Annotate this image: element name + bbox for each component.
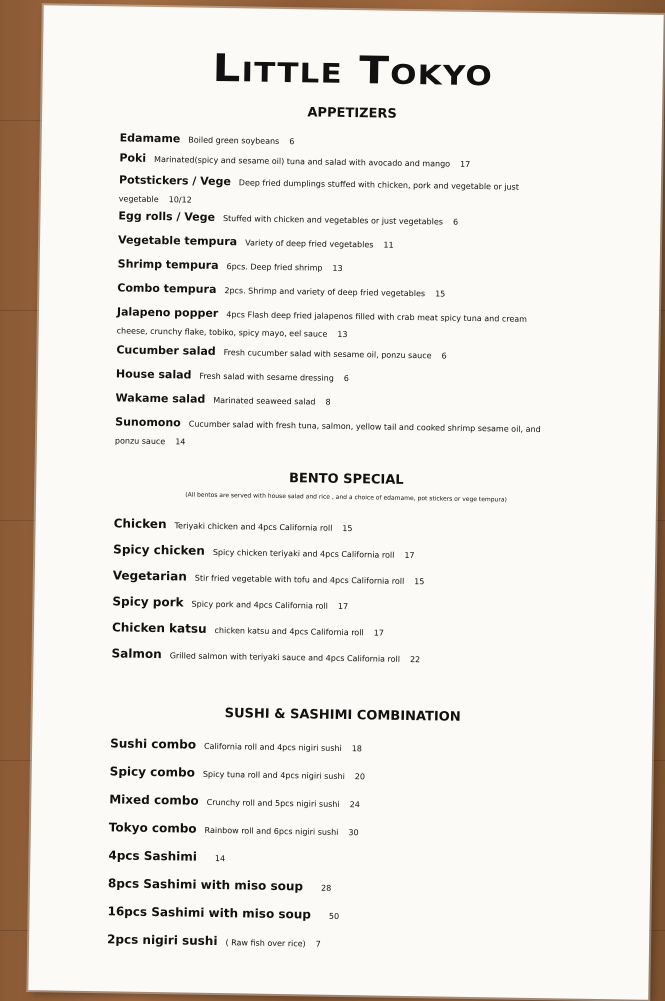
item-desc: ( Raw fish over rice) [225, 938, 305, 948]
section-heading-bento: BENTO SPECIAL [36, 467, 656, 492]
item-name: Chicken katsu [112, 620, 207, 635]
menu-item [109, 790, 529, 815]
item-desc: Fresh salad with sesame dressing [199, 372, 334, 383]
item-name: Chicken [114, 516, 167, 531]
item-desc: 2pcs. Shrimp and variety of deep fried vegetables [224, 286, 425, 298]
menu-item [115, 388, 535, 413]
item-price: 50 [329, 912, 339, 921]
bento-note: (All bentos are served with house salad and rice , and a choice of edamame, pot stickers or vege tempura) [36, 489, 656, 506]
item-desc: Marinated(spicy and sesame oil) tuna and salad with avocado and mango [154, 155, 450, 169]
item-desc: Marinated seaweed salad [213, 396, 315, 407]
item-price: 6 [453, 218, 458, 227]
item-desc: Stuffed with chicken and vegetables or just vegetables [223, 214, 443, 226]
menu-item [108, 846, 528, 871]
item-desc: Rainbow roll and 6pcs nigiri sushi [205, 826, 339, 837]
item-price: 20 [355, 772, 365, 781]
menu-item [118, 254, 538, 279]
item-price: 24 [350, 800, 360, 809]
item-name: Sunomono [115, 415, 181, 429]
item-name: Spicy chicken [113, 542, 205, 557]
menu-item [113, 540, 533, 565]
item-name: House salad [116, 367, 192, 381]
item-price: 28 [321, 884, 331, 893]
item-price: 15 [435, 289, 445, 298]
menu-item [111, 644, 531, 669]
section-heading-sushi: SUSHI & SASHIMI COMBINATION [33, 703, 653, 728]
item-name: 16pcs Sashimi with miso soup [107, 904, 311, 921]
item-price: 14 [215, 854, 225, 863]
menu-item [113, 566, 533, 591]
menu-item [107, 930, 527, 955]
item-price: 13 [337, 330, 347, 339]
item-price: 17 [460, 160, 470, 169]
item-price: 11 [383, 241, 393, 250]
item-name: 2pcs nigiri sushi [107, 932, 218, 948]
item-name: 4pcs Sashimi [108, 848, 197, 863]
item-name: Edamame [120, 131, 181, 145]
item-price: 30 [348, 828, 358, 837]
item-price: 8 [325, 398, 330, 407]
item-desc: Fresh cucumber salad with sesame oil, ponzu sauce [224, 348, 432, 360]
item-price: 6 [289, 137, 294, 146]
item-desc: Stir fried vegetable with tofu and 4pcs California roll [195, 574, 405, 586]
menu-item [112, 618, 532, 643]
item-desc: Spicy pork and 4pcs California roll [192, 600, 328, 611]
item-name: Wakame salad [116, 391, 206, 405]
item-price: 18 [352, 744, 362, 753]
item-price: 13 [332, 264, 342, 273]
item-price: 22 [410, 655, 420, 664]
menu-item [109, 818, 529, 843]
item-price: 15 [414, 577, 424, 586]
menu-item [116, 364, 536, 389]
item-name: Combo tempura [117, 281, 216, 296]
item-name: Egg rolls / Vege [118, 209, 215, 224]
item-desc: 6pcs. Deep fried shrimp [226, 262, 322, 273]
item-price: 6 [344, 374, 349, 383]
menu-title: Little Tokyo [0, 42, 665, 97]
item-price: 15 [342, 524, 352, 533]
item-desc: 4pcs Flash deep fried jalapenos filled with crab meat spicy tuna and cream cheese, crunchy flake, tobiko, spicy mayo, eel sauce [117, 310, 527, 339]
item-name: Potstickers / Vege [119, 173, 231, 188]
item-price: 6 [441, 351, 446, 360]
item-desc: chicken katsu and 4pcs California roll [214, 626, 363, 637]
menu-item [110, 734, 530, 759]
item-name: Vegetarian [113, 568, 187, 583]
item-desc: Deep fried dumplings stuffed with chicken, pork and vegetable or just vegetable [119, 178, 519, 204]
item-price: 17 [338, 602, 348, 611]
item-name: Tokyo combo [109, 820, 197, 835]
item-name: Sushi combo [110, 736, 196, 751]
menu-item [118, 230, 538, 255]
item-name: Mixed combo [109, 792, 199, 807]
item-desc: Crunchy roll and 5pcs nigiri sushi [207, 798, 340, 809]
section-heading-appetizers: APPETIZERS [42, 101, 662, 126]
item-name: Cucumber salad [116, 343, 216, 358]
menu-item [112, 592, 532, 617]
menu-item [108, 874, 528, 899]
menu-item [117, 278, 537, 303]
item-desc: Grilled salmon with teriyaki sauce and 4pcs California roll [170, 651, 400, 664]
item-price: 14 [175, 437, 185, 446]
menu-item [117, 302, 548, 345]
item-name: Salmon [111, 646, 161, 661]
menu-item [114, 514, 534, 539]
item-desc: Boiled green soybeans [188, 135, 279, 145]
menu-item [107, 902, 527, 927]
item-desc: Spicy tuna roll and 4pcs nigiri sushi [203, 770, 345, 781]
item-desc: Teriyaki chicken and 4pcs California roll [174, 521, 332, 532]
menu-item [110, 762, 530, 787]
item-name: Shrimp tempura [118, 257, 219, 272]
item-desc: Spicy chicken teriyaki and 4pcs California roll [213, 548, 395, 560]
item-desc: Cucumber salad with fresh tuna, salmon, yellow tail and cooked shrimp sesame oil, and ponzu sauce [115, 420, 541, 447]
item-price: 17 [404, 551, 414, 560]
item-name: Vegetable tempura [118, 233, 237, 248]
item-name: Jalapeno popper [117, 305, 219, 320]
menu-item [115, 412, 556, 455]
item-desc: Variety of deep fried vegetables [245, 238, 373, 249]
item-desc: California roll and 4pcs nigiri sushi [204, 742, 342, 753]
menu-sheet [28, 5, 663, 1000]
item-name: Poki [119, 151, 146, 164]
item-price: 10/12 [169, 195, 192, 204]
item-price: 17 [374, 628, 384, 637]
item-price: 7 [316, 940, 321, 949]
menu-item [116, 340, 536, 365]
item-name: Spicy combo [110, 764, 195, 779]
item-name: Spicy pork [112, 594, 183, 609]
item-name: 8pcs Sashimi with miso soup [108, 876, 303, 893]
